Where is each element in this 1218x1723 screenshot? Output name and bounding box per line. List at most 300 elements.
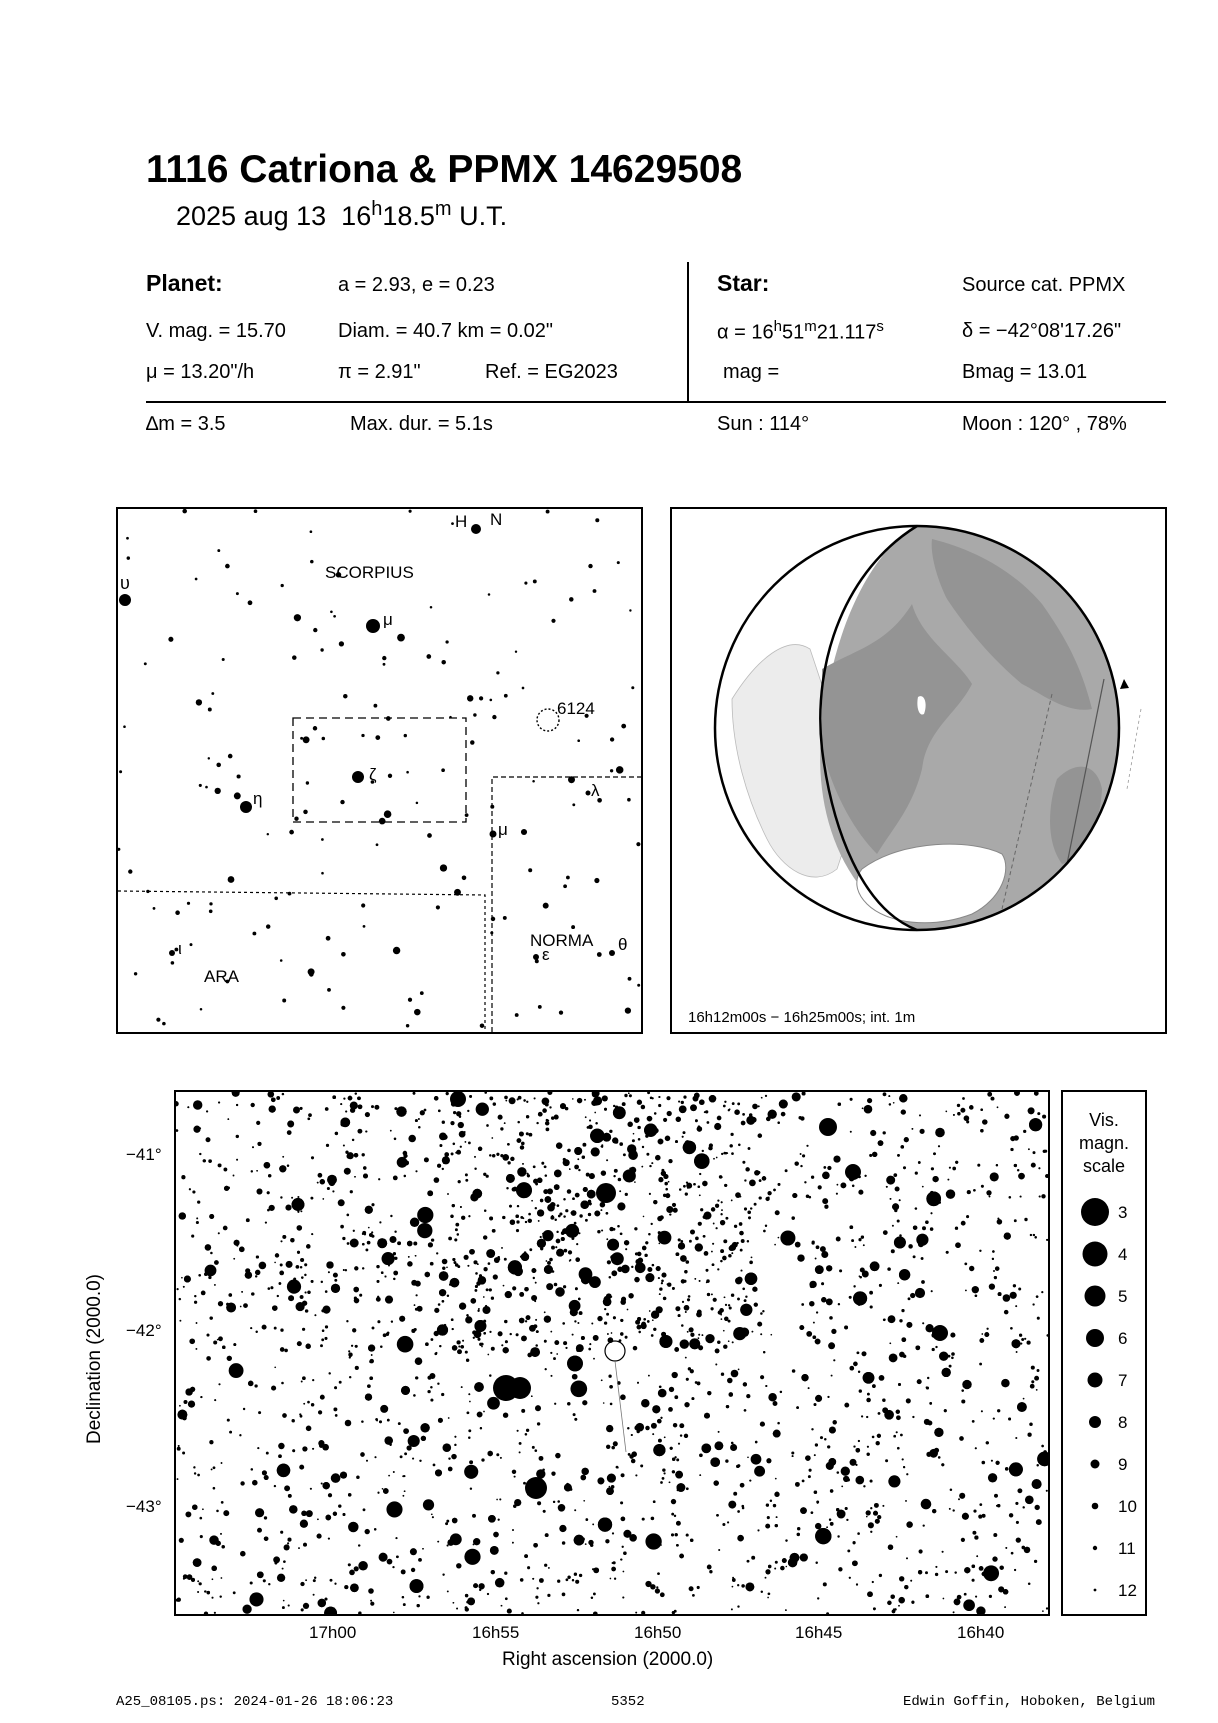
field-star [306, 1244, 310, 1248]
field-star [456, 1111, 461, 1116]
field-star [1003, 1589, 1008, 1594]
field-star [680, 1255, 687, 1262]
field-star [403, 1475, 405, 1477]
field-star [437, 1164, 441, 1168]
field-star [177, 1410, 187, 1420]
field-star [589, 1120, 591, 1122]
finder-star [248, 600, 253, 605]
field-star [200, 1396, 202, 1398]
field-star [406, 1445, 411, 1450]
field-star [489, 1097, 493, 1101]
field-star [785, 1566, 787, 1568]
field-star [620, 1501, 623, 1504]
field-star [831, 1375, 833, 1377]
field-star [365, 1130, 367, 1132]
field-star [745, 1295, 747, 1297]
field-star [469, 1401, 471, 1403]
field-star [377, 1492, 379, 1494]
field-star [550, 1331, 552, 1333]
field-star [775, 1561, 778, 1564]
field-star [549, 1258, 553, 1262]
field-star [742, 1505, 745, 1508]
field-star [658, 1177, 663, 1182]
field-star [301, 1276, 303, 1278]
field-star [347, 1242, 350, 1245]
field-star [321, 1281, 323, 1283]
field-star [304, 1263, 307, 1266]
field-star [210, 1316, 213, 1319]
field-star [251, 1170, 253, 1172]
field-star [638, 1138, 641, 1141]
field-star [867, 1446, 869, 1448]
field-star [668, 1407, 673, 1412]
field-star [483, 1173, 486, 1176]
finder-star [171, 961, 175, 965]
finder-star [629, 609, 631, 611]
field-star [288, 1295, 294, 1301]
field-star [640, 1323, 646, 1329]
field-star [925, 1220, 928, 1223]
finder-star [205, 786, 208, 789]
field-star [322, 1198, 324, 1200]
field-star [689, 1338, 700, 1349]
field-star [900, 1434, 903, 1437]
field-star [218, 1336, 223, 1341]
field-star [652, 1264, 654, 1266]
field-star [525, 1433, 528, 1436]
field-star [710, 1457, 720, 1467]
field-star [469, 1095, 472, 1098]
field-star [521, 1612, 524, 1614]
field-star [562, 1322, 565, 1325]
finder-star [175, 910, 180, 915]
field-star [1037, 1112, 1040, 1115]
field-star [635, 1262, 646, 1273]
field-star [320, 1179, 325, 1184]
field-star [899, 1576, 904, 1581]
field-star [731, 1252, 733, 1254]
field-star [707, 1565, 712, 1570]
field-star [659, 1335, 672, 1348]
field-star [991, 1097, 995, 1101]
field-star [899, 1234, 902, 1237]
field-star [1023, 1398, 1025, 1400]
field-star [479, 1274, 482, 1277]
field-star [801, 1374, 808, 1381]
field-star [859, 1389, 862, 1392]
field-star [997, 1106, 999, 1108]
field-star [889, 1342, 891, 1344]
field-star [269, 1106, 276, 1113]
field-star [806, 1145, 808, 1147]
field-star [895, 1187, 900, 1192]
field-star [901, 1309, 904, 1312]
field-star [567, 1189, 571, 1193]
field-star [348, 1096, 353, 1101]
field-star [523, 1099, 525, 1101]
field-star [637, 1100, 642, 1105]
field-star [567, 1149, 570, 1152]
field-star [387, 1419, 390, 1422]
field-star [690, 1539, 693, 1542]
field-star [1017, 1169, 1019, 1171]
field-star [1041, 1194, 1045, 1198]
field-star [627, 1122, 632, 1127]
field-star [867, 1393, 870, 1396]
field-star [775, 1478, 777, 1480]
field-star [446, 1520, 449, 1523]
field-star [282, 1093, 284, 1095]
field-star [199, 1582, 202, 1585]
field-star [1015, 1437, 1017, 1439]
field-star [667, 1111, 672, 1116]
field-star [731, 1442, 733, 1444]
field-star [693, 1183, 696, 1186]
field-star [525, 1221, 527, 1223]
field-star [830, 1489, 833, 1492]
field-star [448, 1457, 450, 1459]
field-star [686, 1305, 688, 1307]
field-star [951, 1357, 954, 1360]
finder-star [254, 509, 258, 513]
finder-star [373, 704, 377, 708]
field-star [672, 1470, 675, 1473]
field-star [588, 1348, 591, 1351]
field-star [593, 1358, 595, 1360]
field-star [675, 1533, 678, 1536]
field-star [354, 1298, 360, 1304]
field-star [278, 1454, 282, 1458]
field-star [850, 1131, 852, 1133]
field-star [658, 1277, 660, 1279]
field-star [500, 1457, 502, 1459]
field-star [1014, 1569, 1016, 1571]
field-star [535, 1207, 537, 1209]
field-star [837, 1535, 839, 1537]
field-star [658, 1096, 660, 1098]
field-star [368, 1588, 374, 1594]
field-star [1046, 1607, 1048, 1609]
field-star [453, 1261, 456, 1264]
finder-star [361, 734, 364, 737]
field-star [941, 1463, 944, 1466]
field-star [418, 1595, 420, 1597]
field-star [1034, 1236, 1037, 1239]
field-star [742, 1161, 745, 1164]
field-star [465, 1141, 467, 1143]
field-star [747, 1560, 750, 1563]
field-star [457, 1265, 460, 1268]
field-star [333, 1273, 338, 1278]
field-star [300, 1258, 304, 1262]
legend-label: 12 [1118, 1581, 1137, 1600]
field-star [960, 1108, 965, 1113]
field-star [351, 1345, 353, 1347]
field-star [752, 1104, 758, 1110]
field-star [345, 1420, 352, 1427]
field-star [415, 1119, 418, 1122]
field-star [465, 1316, 472, 1323]
field-star [740, 1196, 742, 1198]
field-star [587, 1126, 590, 1129]
field-star [348, 1350, 350, 1352]
field-star [397, 1336, 414, 1353]
field-star [442, 1168, 444, 1170]
field-star [575, 1287, 578, 1290]
field-star [387, 1559, 393, 1565]
field-star [665, 1182, 668, 1185]
field-star [549, 1106, 551, 1108]
event-date: 2025 aug 13 [176, 201, 327, 231]
field-star [838, 1303, 840, 1305]
field-star [619, 1142, 623, 1146]
field-star [189, 1338, 195, 1344]
finder-star [480, 1023, 485, 1028]
field-star [551, 1472, 555, 1476]
field-star [1028, 1107, 1035, 1114]
finder-star [303, 810, 308, 815]
finder-star [327, 988, 331, 992]
field-star [1036, 1295, 1039, 1298]
field-star [999, 1565, 1003, 1569]
field-star [501, 1344, 503, 1346]
field-star [637, 1382, 639, 1384]
field-star [555, 1287, 565, 1297]
field-star [403, 1428, 409, 1434]
field-star [447, 1295, 449, 1297]
field-star [477, 1111, 479, 1113]
field-star [468, 1215, 470, 1217]
field-star [534, 1300, 536, 1302]
field-star [563, 1341, 567, 1345]
field-star [340, 1472, 347, 1479]
field-star [899, 1199, 901, 1201]
field-star [387, 1332, 390, 1335]
field-star [929, 1402, 932, 1405]
field-star [311, 1233, 313, 1235]
field-star [457, 1349, 462, 1354]
field-star [740, 1249, 743, 1252]
field-star [1004, 1114, 1009, 1119]
field-star [176, 1129, 178, 1132]
field-star [562, 1541, 566, 1545]
field-star [961, 1538, 965, 1542]
field-star [830, 1522, 834, 1526]
field-star [855, 1246, 857, 1248]
xtick-16h40: 16h40 [957, 1623, 1005, 1642]
label-mu2: μ [498, 820, 508, 839]
field-star [332, 1095, 336, 1099]
field-star [504, 1572, 507, 1575]
field-star [604, 1108, 607, 1111]
field-star [838, 1567, 842, 1571]
field-star [519, 1132, 524, 1137]
field-star [593, 1592, 596, 1595]
field-star [975, 1447, 977, 1449]
field-star [926, 1452, 931, 1457]
field-star [586, 1518, 589, 1521]
field-star [918, 1570, 922, 1574]
field-star [992, 1568, 994, 1570]
field-star [774, 1244, 776, 1246]
field-star [878, 1412, 881, 1415]
field-star [748, 1147, 751, 1150]
field-star [721, 1201, 723, 1203]
field-star [396, 1106, 406, 1116]
label-iota: ι [178, 939, 182, 958]
field-star [656, 1586, 658, 1588]
field-star [334, 1386, 337, 1389]
field-star [655, 1588, 660, 1593]
field-star [390, 1215, 392, 1217]
ra-hours: α = 16 [717, 321, 774, 344]
field-star [287, 1542, 289, 1544]
field-star [585, 1543, 587, 1545]
field-star [282, 1606, 285, 1609]
field-star [720, 1220, 725, 1225]
label-theta: θ [618, 935, 628, 954]
field-star [727, 1521, 729, 1523]
field-star [588, 1200, 591, 1203]
field-star [875, 1519, 880, 1524]
field-star [758, 1529, 760, 1531]
field-star [374, 1456, 376, 1458]
field-star [264, 1475, 269, 1480]
field-star [672, 1287, 675, 1290]
field-star [739, 1222, 743, 1226]
finder-star [303, 736, 310, 743]
field-star [466, 1359, 469, 1362]
field-star [906, 1557, 908, 1559]
field-star [184, 1276, 191, 1283]
field-star [595, 1122, 597, 1124]
field-star [293, 1420, 295, 1422]
field-star [401, 1386, 410, 1395]
field-star [442, 1267, 445, 1270]
field-star [545, 1174, 548, 1177]
field-star [666, 1206, 673, 1213]
field-star [328, 1493, 332, 1497]
field-star [379, 1553, 388, 1562]
ngc-6124-marker [537, 709, 559, 731]
planet-motion: μ = 13.20"/h [146, 361, 255, 383]
field-star [257, 1447, 259, 1449]
field-star [715, 1349, 720, 1354]
field-star [841, 1183, 847, 1189]
field-star [345, 1110, 347, 1112]
field-star [585, 1219, 588, 1222]
field-star [974, 1536, 978, 1540]
field-star [535, 1282, 537, 1284]
field-star [610, 1255, 614, 1259]
field-star [613, 1175, 615, 1177]
field-star [829, 1316, 833, 1320]
field-star [601, 1229, 603, 1231]
field-star [766, 1458, 771, 1463]
field-star [486, 1124, 489, 1127]
field-star [913, 1225, 917, 1229]
field-star [972, 1286, 979, 1293]
field-star [724, 1101, 726, 1103]
field-star [994, 1494, 998, 1498]
field-star [706, 1269, 709, 1272]
field-star [640, 1464, 643, 1467]
field-star [717, 1200, 719, 1202]
field-star [858, 1371, 860, 1373]
field-star [938, 1201, 941, 1204]
field-star [243, 1303, 248, 1308]
field-star [728, 1254, 732, 1258]
field-star [502, 1216, 505, 1219]
field-star [393, 1278, 395, 1280]
field-star [555, 1246, 557, 1248]
field-star [715, 1363, 717, 1365]
field-star [481, 1343, 484, 1346]
field-star [1042, 1610, 1044, 1612]
field-star [424, 1157, 429, 1162]
field-star [1015, 1305, 1017, 1307]
label-zeta: ζ [369, 765, 377, 784]
field-star [302, 1446, 307, 1451]
field-star [915, 1288, 925, 1298]
field-star [780, 1230, 795, 1245]
field-star [265, 1222, 267, 1224]
field-star [554, 1340, 559, 1345]
field-star [332, 1190, 334, 1192]
field-star [469, 1460, 473, 1464]
field-star [765, 1385, 767, 1387]
field-star [252, 1480, 258, 1486]
field-star [839, 1269, 842, 1272]
field-star [648, 1375, 650, 1377]
field-star [1016, 1351, 1018, 1353]
field-star [765, 1577, 767, 1579]
field-star [200, 1535, 203, 1538]
field-star [1028, 1433, 1032, 1437]
field-star [519, 1442, 522, 1445]
field-star [533, 1277, 535, 1279]
field-star [888, 1545, 893, 1550]
ytick-43: −43° [126, 1497, 162, 1516]
field-star [833, 1359, 835, 1361]
finder-star [343, 694, 348, 699]
field-star [612, 1137, 618, 1143]
field-star [517, 1121, 520, 1124]
field-star [579, 1232, 581, 1234]
field-star [296, 1265, 300, 1269]
field-star [363, 1174, 368, 1179]
field-star [716, 1514, 719, 1517]
field-star [467, 1265, 469, 1267]
field-star [536, 1330, 539, 1333]
finder-star [594, 878, 599, 883]
field-star [723, 1239, 727, 1243]
field-star [1030, 1234, 1032, 1236]
field-star [725, 1459, 728, 1462]
field-star [728, 1501, 736, 1509]
field-star [579, 1214, 582, 1217]
field-star [659, 1385, 662, 1388]
field-star [908, 1244, 913, 1249]
field-star [553, 1203, 556, 1206]
field-star [204, 1273, 207, 1276]
field-star [675, 1306, 680, 1311]
field-star [551, 1246, 555, 1250]
field-star [836, 1508, 839, 1511]
field-star [347, 1214, 350, 1217]
field-star [725, 1304, 727, 1306]
field-star [302, 1376, 306, 1380]
